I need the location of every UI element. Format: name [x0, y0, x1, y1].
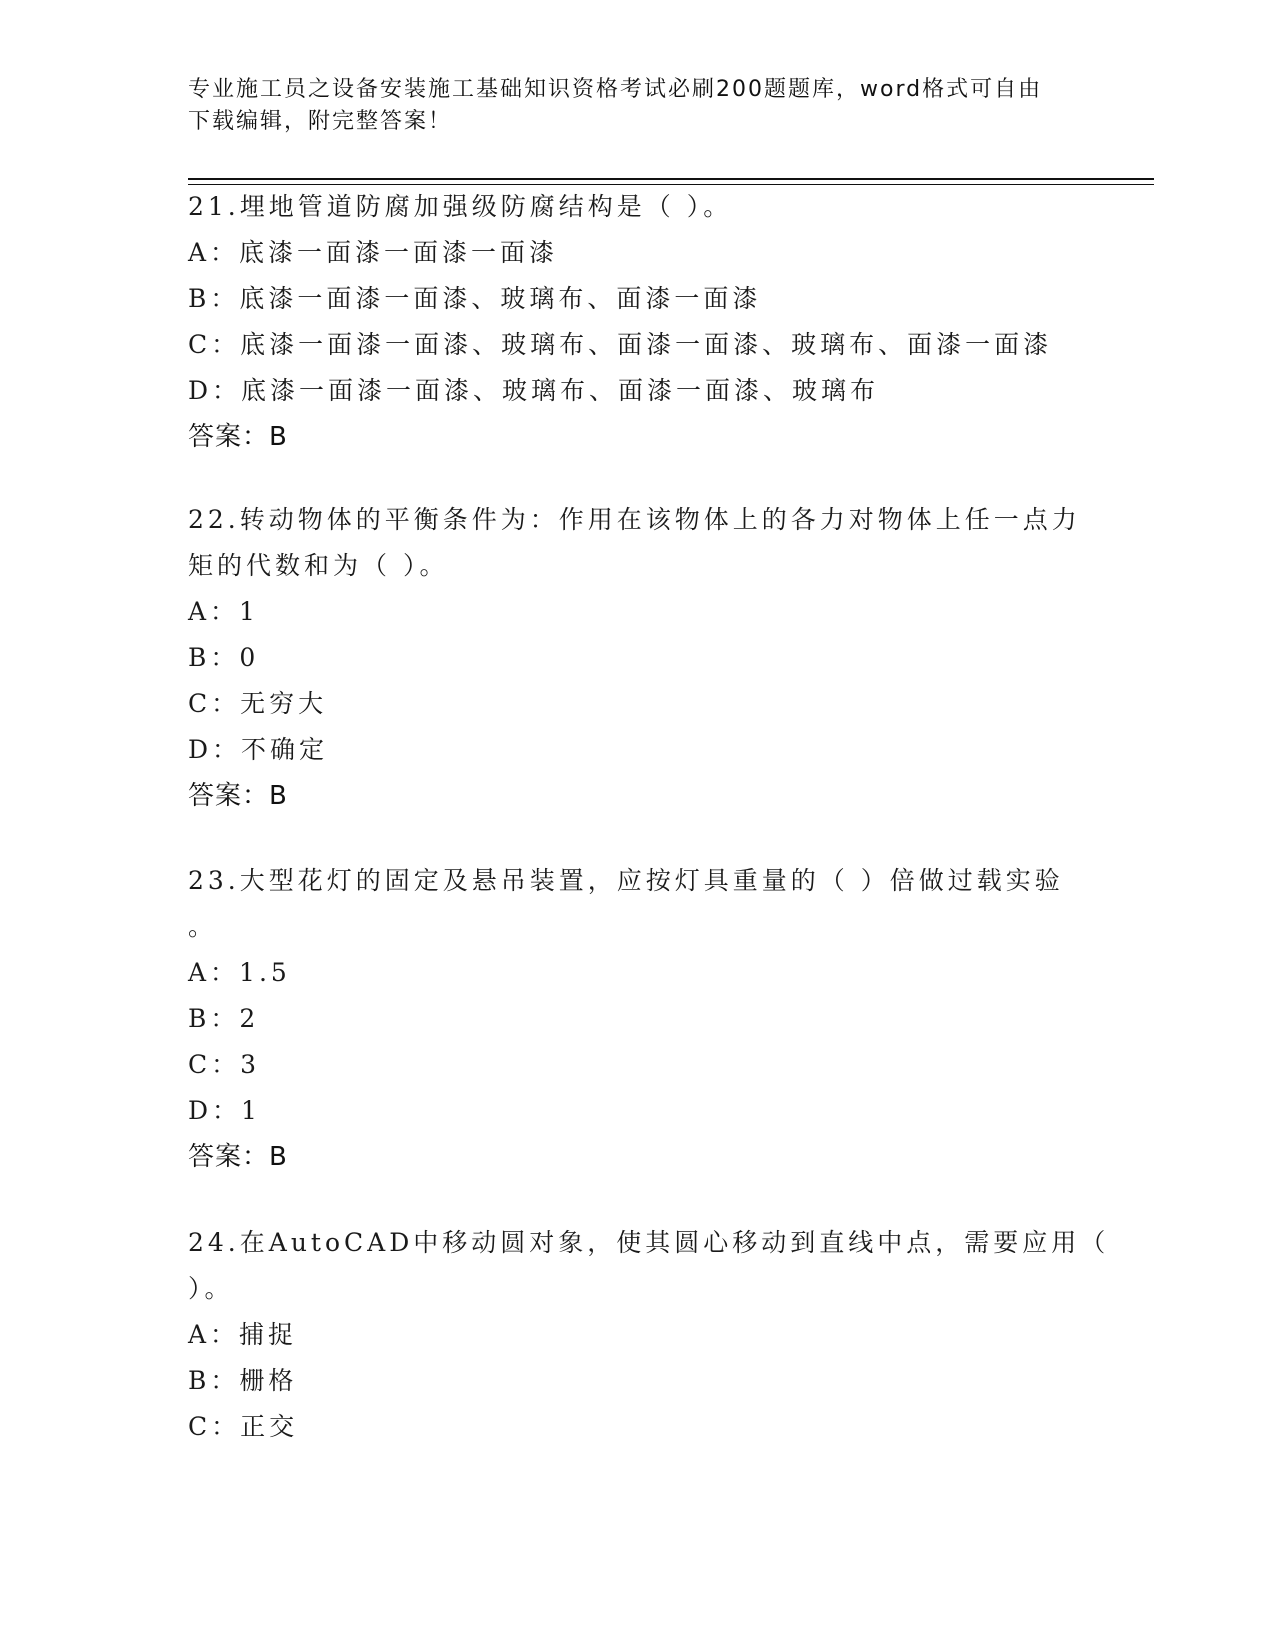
option-b: B：底漆一面漆一面漆、玻璃布、面漆一面漆	[188, 284, 762, 313]
header-line-2: 下载编辑，附完整答案！	[188, 109, 453, 134]
option-d: D：不确定	[188, 735, 329, 764]
answer-line: 答案：B	[188, 1142, 288, 1172]
question-stem: 21.埋地管道防腐加强级防腐结构是（ ）。	[188, 192, 733, 221]
question-23	[188, 858, 1078, 1180]
question-stem-line-1: 24.在AutoCAD中移动圆对象，使其圆心移动到直线中点，需要应用（	[188, 1228, 1110, 1257]
document-header	[188, 74, 1068, 138]
question-stem-line-2: 矩的代数和为（ ）。	[188, 551, 449, 580]
option-d: D：1	[188, 1096, 261, 1125]
option-a: A：底漆一面漆一面漆一面漆	[188, 238, 559, 267]
option-c: C：3	[188, 1050, 261, 1079]
question-21	[188, 184, 1078, 460]
option-a: A：捕捉	[188, 1320, 298, 1349]
question-24	[188, 1220, 1110, 1450]
question-stem-line-1: 22.转动物体的平衡条件为：作用在该物体上的各力对物体上任一点力	[188, 505, 1081, 534]
answer-line: 答案：B	[188, 781, 288, 811]
question-stem-line-2: 。	[188, 912, 218, 941]
header-line-1: 专业施工员之设备安装施工基础知识资格考试必刷200题题库，word格式可自由	[188, 77, 1043, 102]
option-a: A：1	[188, 597, 259, 626]
answer-line: 答案：B	[188, 422, 288, 452]
option-a: A：1.5	[188, 958, 291, 987]
option-b: B：0	[188, 643, 260, 672]
option-c: C：底漆一面漆一面漆、玻璃布、面漆一面漆、玻璃布、面漆一面漆	[188, 330, 1053, 359]
header-divider-thick	[188, 178, 1154, 180]
option-d: D：底漆一面漆一面漆、玻璃布、面漆一面漆、玻璃布	[188, 376, 880, 405]
option-b: B：2	[188, 1004, 260, 1033]
option-c: C：正交	[188, 1412, 299, 1441]
question-22	[188, 497, 1081, 819]
question-stem-line-1: 23.大型花灯的固定及悬吊装置，应按灯具重量的（ ）倍做过载实验	[188, 866, 1064, 895]
question-stem-line-2: ）。	[188, 1274, 234, 1303]
option-b: B：栅格	[188, 1366, 298, 1395]
option-c: C：无穷大	[188, 689, 328, 718]
